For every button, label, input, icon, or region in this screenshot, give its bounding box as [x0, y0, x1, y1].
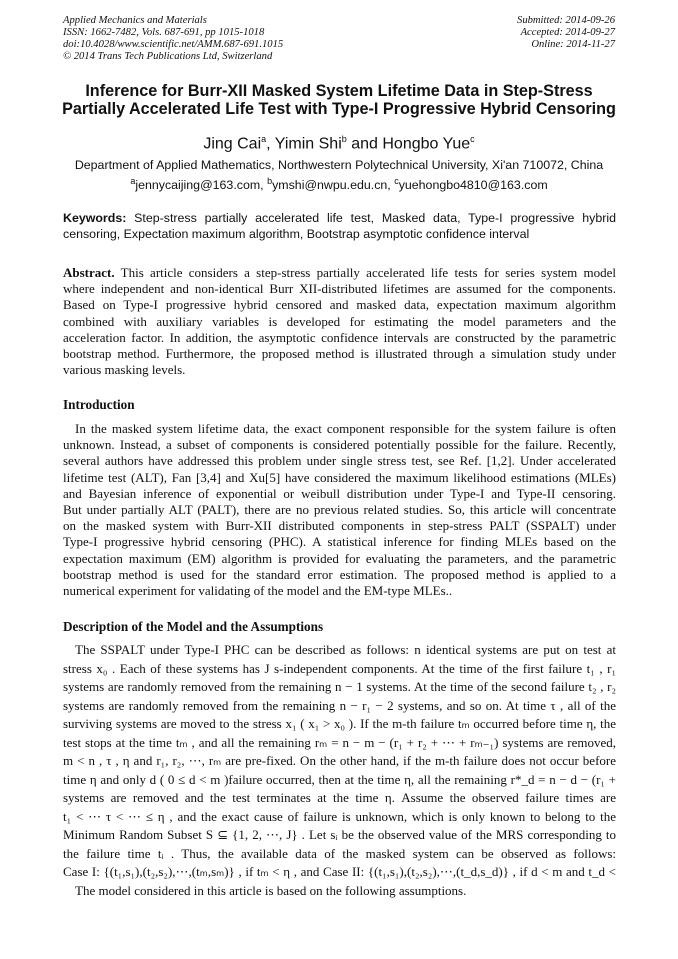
email: jennycaijing@163.com,: [135, 178, 268, 193]
introduction-line: In the masked system lifetime data, the exact component responsible for the system failure is often: [75, 421, 616, 436]
doi: doi:10.4028/www.scientific.net/AMM.687-691.1015: [63, 39, 284, 50]
model-line: t₁ < ⋯ τ < ⋯ ≤ η , and the exact cause of failure is unknown, which is only known to belong to the: [63, 808, 616, 824]
email-sup: c: [394, 176, 399, 186]
introduction-line: and Bayesian inference of exponential or weibull distribution under Type-I and Type-II censoring.: [63, 485, 616, 501]
model-line: Case I: {(t₁,s₁),(t₂,s₂),⋯,(tₘ,sₘ)} , if tₘ < η , and Case II: {(t₁,s₁),(t₂,s₂),⋯,(t_d,s_d)} , if d < m and t_d <: [63, 864, 616, 879]
keywords-text: censoring, Expectation maximum algorithm, Bootstrap asymptotic confidence interval: [63, 227, 530, 241]
author-sup: b: [341, 134, 347, 144]
introduction-line: expectation maximum (EM) algorithm is provided for evaluating the parameters, and the parametric: [63, 550, 616, 566]
model-body: [63, 641, 616, 900]
introduction-line: But under partially ALT (PALT), there are no previous related studies. So, this article will concentrate: [63, 501, 616, 517]
introduction-body: [63, 421, 616, 599]
title-line: Partially Accelerated Life Test with Type-I Progressive Hybrid Censoring: [62, 100, 616, 118]
accepted-date: Accepted: 2014-09-27: [520, 27, 615, 38]
abstract: [63, 265, 616, 378]
author-name: Hongbo Yue: [382, 135, 471, 153]
model-line: systems are removed and the test terminates at the time η. Assume the observed failure times are: [63, 790, 616, 805]
abstract-label: Abstract.: [63, 265, 115, 280]
author-name: Yimin Shi: [274, 135, 342, 153]
section-heading-model: Description of the Model and the Assumptions: [63, 619, 324, 634]
dates-info: [517, 15, 615, 51]
issn: ISSN: 1662-7482, Vols. 687-691, pp 1015-1018: [63, 27, 265, 38]
introduction-line: numerical experiment for validating of the model and the EM-type MLEs..: [63, 582, 453, 598]
abstract-line: combined with auxiliary variables is developed for estimating the model parameters and the: [63, 313, 616, 329]
section-heading-introduction: Introduction: [63, 397, 135, 412]
author-sup: c: [470, 134, 475, 144]
author-sup: a: [261, 134, 267, 144]
journal-info: [63, 15, 283, 63]
abstract-line: Based on Type-I progressive hybrid censored and masked data, expectation maximum algorithm: [63, 297, 616, 313]
model-line: time η and only d ( 0 ≤ d < m )failure occurred, then at the time η, all the remaining r*_d = n − d − (r₁ +: [63, 771, 616, 787]
model-line: test stops at the time tₘ , and all the remaining rₘ = n − m − (r₁ + r₂ + ⋯ + rₘ₋₁) systems are removed,: [63, 734, 616, 750]
abstract-line: This article considers a step-stress partially accelerated life tests for series system model: [114, 265, 616, 280]
introduction-line: lifetime test (ALT), Fan [3,4] and Xu[5] have considered the maximum likelihood estimations (MLEs): [63, 469, 616, 485]
model-line: The model considered in this article is based on the following assumptions.: [75, 882, 467, 898]
model-line: m < n , τ , η and r₁, r₂, ⋯, rₘ are pre-fixed. On the other hand, if the m-th failure does not occur before: [63, 753, 616, 768]
online-date: Online: 2014-11-27: [531, 39, 615, 50]
introduction-line: Type-I progressive hybrid censoring (PHC). A statistical inference for finding MLEs based on the: [63, 534, 616, 550]
email: ymshi@nwpu.edu.cn,: [272, 178, 395, 193]
abstract-line: bootstrap method. Furthermore, the proposed method is illustrated through a simulation study under: [63, 345, 616, 361]
introduction-line: on the masked system with Burr-XII distributed components in step-stress PALT (SSPALT) under: [63, 518, 616, 534]
model-line: systems are randomly removed from the remaining n − 1 systems. At the time of the second failure t₂ , r₂: [63, 679, 616, 694]
model-line: systems are randomly removed from the remaining n − r₁ − 2 systems, and so on. At time τ , all of the: [63, 697, 616, 713]
keywords-text: Step-stress partially accelerated life test, Masked data, Type-I progressive hybrid: [126, 211, 616, 225]
affiliation: Department of Applied Mathematics, Northwestern Polytechnical University, Xi'an 710072, China: [74, 158, 604, 172]
model-line: surviving systems are moved to the stress x₁ ( x₁ > x₀ ). If the m-th failure tₘ occurred before time η, the: [63, 716, 616, 731]
introduction-line: bootstrap method is used for the standard error estimation. The proposed method is applied to a: [63, 566, 616, 582]
authors: [0, 134, 678, 153]
introduction-line: several authors have addressed this problem under single stress test, see Ref. [1,2]. Under accelerated: [63, 453, 616, 469]
model-line: stress x₀ . Each of these systems has J s-independent components. At the time of the first failure t₁ , r₁: [63, 660, 616, 676]
model-line: Minimum Random Subset S ⊆ {1, 2, ⋯, J} . Let sᵢ be the observed value of the MRS corresponding to: [63, 827, 616, 842]
sep: and: [346, 135, 383, 153]
model-line: The SSPALT under Type-I PHC can be described as follows: n identical systems are put on test at: [75, 642, 616, 657]
email-sup: b: [267, 176, 273, 186]
author-name: Jing Cai: [203, 135, 262, 153]
keywords: [63, 210, 616, 242]
copyright: © 2014 Trans Tech Publications Ltd, Switzerland: [63, 51, 273, 62]
submitted-date: Submitted: 2014-09-26: [517, 15, 615, 26]
model-line: the failure time tᵢ . Thus, the available data of the masked system can be observed as follows:: [63, 845, 616, 861]
abstract-line: acceleration factor. In addition, the asymptotic confidence intervals are constructed by the parametric: [63, 329, 616, 345]
abstract-line: where independent and non-identical Burr XII-distributed lifetimes are assumed for the components.: [63, 281, 616, 297]
email: yuehongbo4810@163.com: [398, 178, 548, 193]
email-sup: a: [130, 176, 136, 186]
introduction-line: unknown. Instead, a subset of components is considered potentially possible for the failure. Recently,: [63, 437, 616, 453]
title-line: Inference for Burr-XII Masked System Lifetime Data in Step-Stress: [85, 82, 593, 100]
paper-title: [40, 82, 638, 118]
sep: ,: [266, 135, 275, 153]
journal-name: Applied Mechanics and Materials: [63, 15, 207, 26]
abstract-line: various masking levels.: [63, 362, 186, 378]
keywords-label: Keywords:: [63, 211, 127, 225]
emails: [0, 176, 678, 192]
